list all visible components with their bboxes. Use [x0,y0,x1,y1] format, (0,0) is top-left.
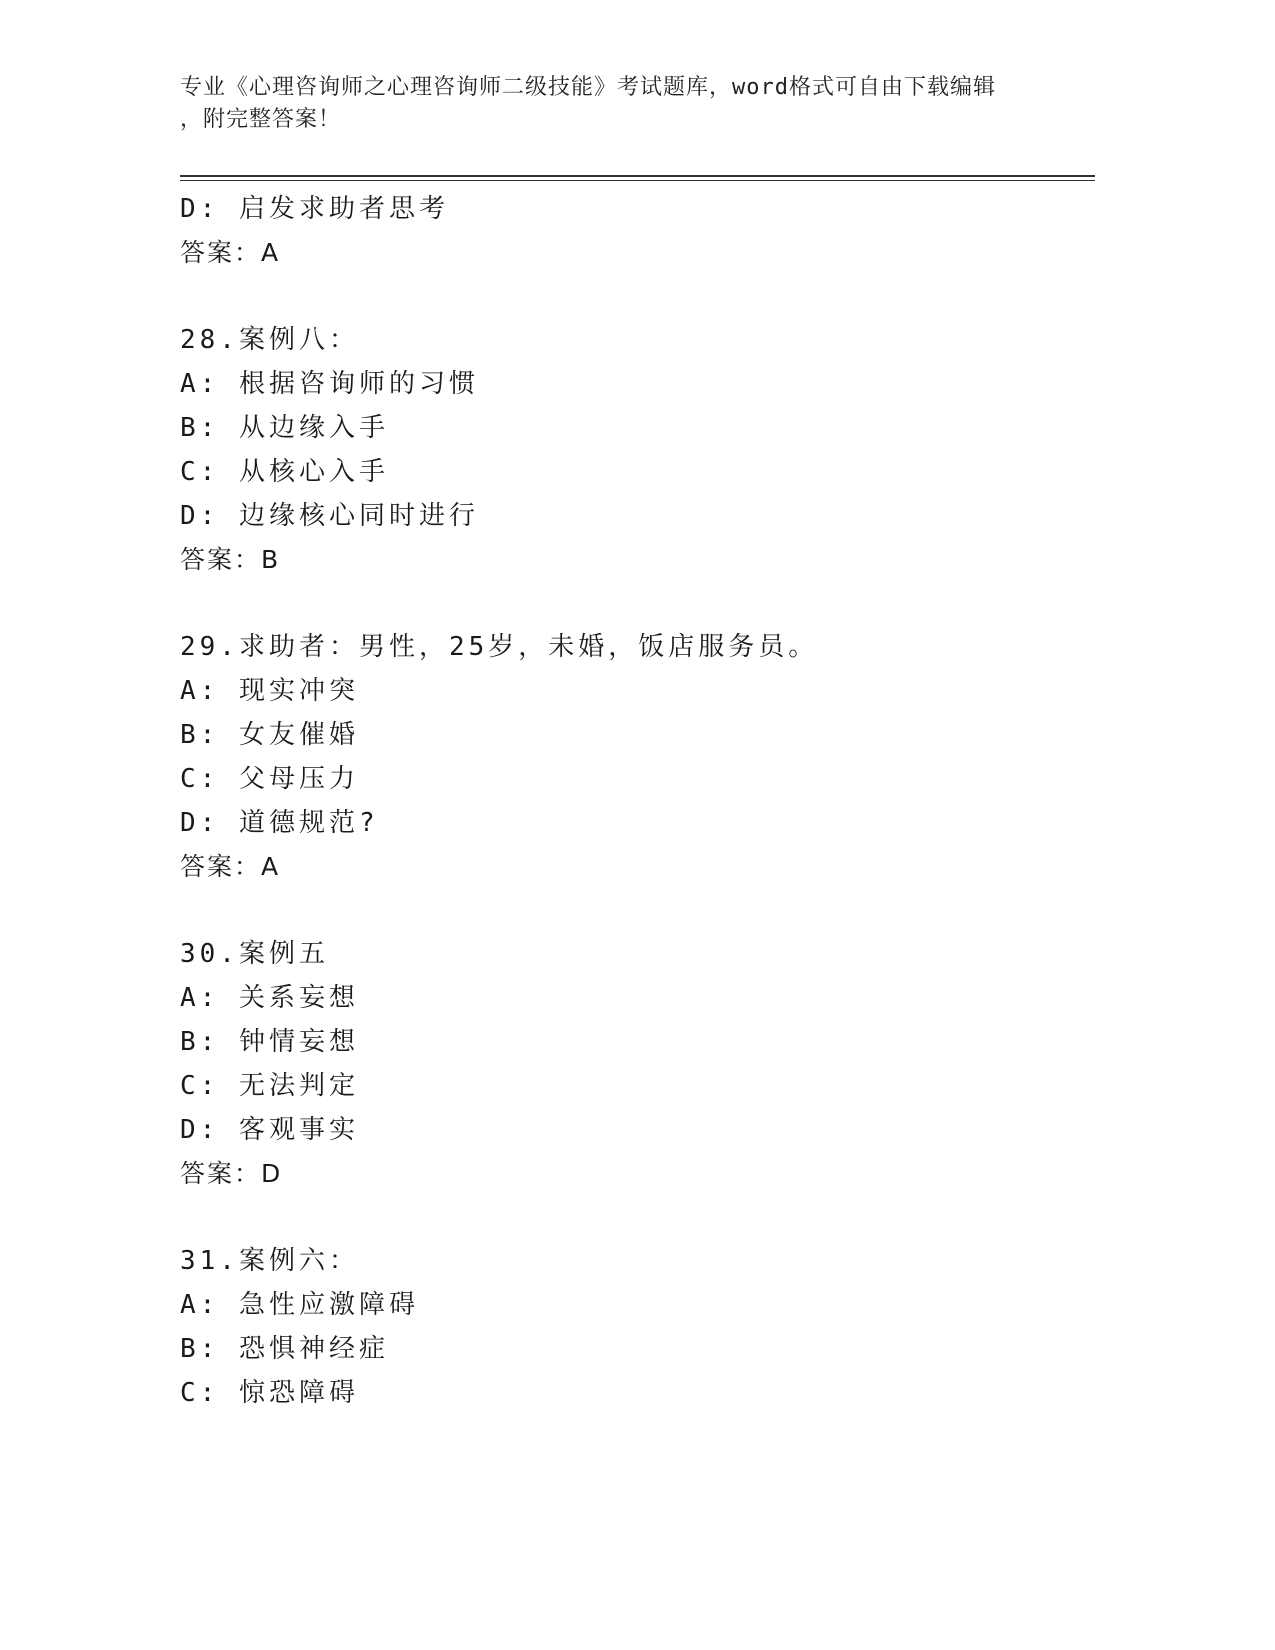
answer-line: 答案：A [180,852,281,881]
option-line: B: 恐惧神经症 [180,1334,389,1364]
answer-line: 答案：B [180,545,281,574]
option-line: B: 钟情妄想 [180,1027,359,1057]
header-divider-thick [180,175,1095,177]
question-stem: 30.案例五 [180,939,329,969]
header-line-2: ，附完整答案！ [180,107,342,132]
header-divider-thin [180,180,1095,181]
answer-line: 答案：A [180,238,281,267]
question-stem: 28.案例八： [180,325,359,355]
option-line: A: 现实冲突 [180,676,359,706]
option-line: A: 关系妄想 [180,983,359,1013]
question-stem: 31.案例六： [180,1246,359,1276]
option-line: C: 从核心入手 [180,457,389,487]
answer-line: 答案：D [180,1159,283,1188]
option-line: A: 根据咨询师的习惯 [180,369,479,399]
option-line: D: 启发求助者思考 [180,194,449,224]
spacer [180,582,1100,625]
option-line: D: 客观事实 [180,1115,359,1145]
spacer [180,889,1100,932]
header-line-1: 专业《心理咨询师之心理咨询师二级技能》考试题库，word格式可自由下载编辑 [180,75,996,100]
document-header [180,72,1080,136]
option-line: B: 女友催婚 [180,720,359,750]
option-line: D: 道德规范? [180,808,379,838]
option-line: B: 从边缘入手 [180,413,389,443]
spacer [180,275,1100,318]
question-stem: 29.求助者：男性，25岁，未婚，饭店服务员。 [180,632,819,662]
option-line: D: 边缘核心同时进行 [180,501,479,531]
spacer [180,1196,1100,1239]
option-line: A: 急性应激障碍 [180,1290,419,1320]
option-line: C: 惊恐障碍 [180,1378,359,1408]
option-line: C: 无法判定 [180,1071,359,1101]
option-line: C: 父母压力 [180,764,359,794]
question-list [180,187,1100,1415]
